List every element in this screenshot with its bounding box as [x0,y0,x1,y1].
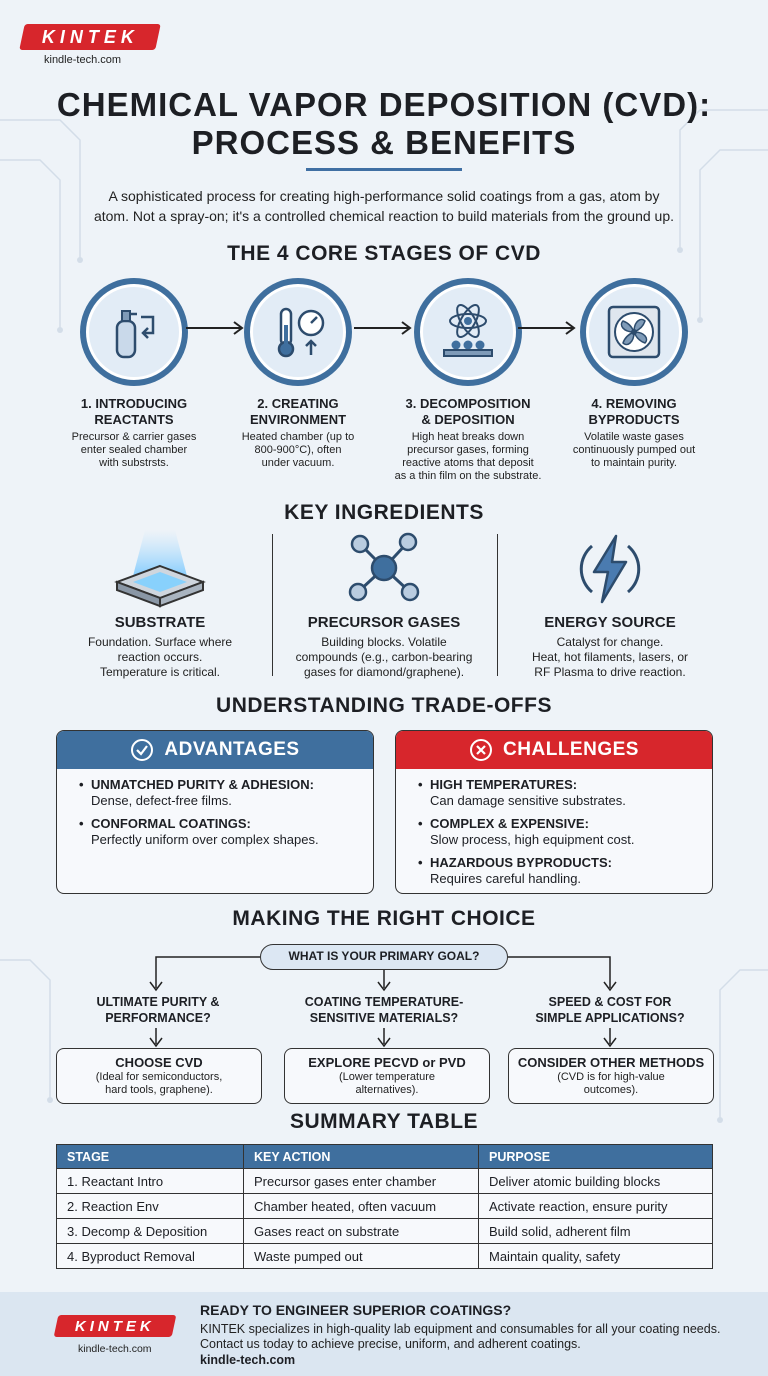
choice-question [500,994,720,1026]
footer-kintek-logo[interactable] [54,1315,177,1337]
stage-2-circle [244,278,352,386]
choice-answer [56,1048,262,1104]
kintek-logo[interactable] [19,24,161,50]
title-line-2: PROCESS & BENEFITS [191,124,577,161]
ingredient-substrate [50,530,270,680]
stage-1-title [54,396,214,428]
stage-3-desc-line: reactive atoms that deposit [402,457,534,469]
choice-heading: MAKING THE RIGHT CHOICE [232,907,536,930]
stage-1-desc-line: with substrsts. [99,457,169,469]
table-cell: Build solid, adherent film [479,1219,713,1244]
advantage-desc: Dense, defect-free films. [91,793,232,808]
ingredient-desc-line: Catalyst for change. [556,635,664,649]
lightning-icon [570,530,650,608]
table-header-row [57,1145,713,1169]
stage-2 [218,278,378,470]
answer-desc-line: outcomes). [583,1084,639,1096]
check-circle-icon [130,738,154,762]
stage-1-circle [80,278,188,386]
stage-4-title-line-2: BYPRODUCTS [588,412,680,427]
intro-text [40,186,728,226]
challenge-title: • HIGH TEMPERATURES: [430,777,578,792]
ingredient-divider [497,534,498,676]
logo-text: KINTEK [41,26,139,47]
table-cell: 4. Byproduct Removal [57,1244,244,1269]
stages-heading: THE 4 CORE STAGES OF CVD [227,242,541,265]
stage-3 [388,278,548,483]
answer-title: EXPLORE PECVD or PVD [308,1055,466,1070]
advantages-header [57,731,373,769]
stage-1-desc-line: enter sealed chamber [80,444,188,456]
title-underline [306,168,462,171]
stage-4-title-line-1: 4. REMOVING [591,396,677,411]
arrow-right-icon [186,320,246,336]
answer-desc-line: hard tools, graphene). [105,1084,213,1096]
intro-line-2: atom. Not a spray-on; it's a controlled chemical reaction to build materials from the ground up. [93,208,675,224]
footer-banner [0,1292,768,1376]
footer-heading: READY TO ENGINEER SUPERIOR COATINGS? [200,1302,512,1318]
choice-answer [284,1048,490,1104]
stage-4-description [554,431,714,470]
advantages-title: ADVANTAGES [164,739,300,760]
table-cell: Chamber heated, often vacuum [244,1194,479,1219]
stage-3-title [388,396,548,428]
stage-4-desc-line: to maintain purity. [590,457,677,469]
tradeoffs-heading: UNDERSTANDING TRADE-OFFS [216,694,552,717]
question-line: SPEED & COST FOR [548,995,672,1009]
primary-goal-pill: WHAT IS YOUR PRIMARY GOAL? [260,944,508,970]
challenges-title: CHALLENGES [503,739,639,760]
arrow-right-icon [354,320,414,336]
stage-3-title-line-2: & DEPOSITION [421,412,515,427]
challenges-list [396,769,712,887]
table-cell: Waste pumped out [244,1244,479,1269]
title-line-1: CHEMICAL VAPOR DEPOSITION (CVD): [56,86,712,123]
stage-2-title-line-2: ENVIRONMENT [249,412,347,427]
stage-3-desc-line: as a thin film on the substrate. [394,470,542,482]
stage-3-circle [414,278,522,386]
table-row [57,1169,713,1194]
stage-1 [54,278,214,470]
thermometer-gauge-icon [267,301,329,363]
footer-logo-text: KINTEK [75,1317,155,1335]
advantage-desc: Perfectly uniform over complex shapes. [91,832,319,847]
answer-desc-line: (Ideal for semiconductors, [95,1071,223,1083]
list-item [79,777,357,809]
answer-desc-line: alternatives). [355,1084,419,1096]
choice-question [274,994,494,1026]
stage-3-desc-line: precursor gases, forming [407,444,529,456]
page-title [0,86,768,162]
ingredient-desc-line: gases for diamond/graphene). [303,665,465,679]
stage-3-desc-line: High heat breaks down [411,431,525,443]
list-item [418,816,696,848]
advantage-title: • UNMATCHED PURITY & ADHESION: [91,777,314,792]
footer-brand-url[interactable]: kindle-tech.com [78,1343,152,1355]
answer-desc-line: (CVD is for high-value [557,1071,665,1083]
table-row [57,1219,713,1244]
list-item [418,855,696,887]
challenge-desc: Can damage sensitive substrates. [430,793,626,808]
gas-cylinder-icon [103,301,165,363]
table-row [57,1194,713,1219]
intro-line-1: A sophisticated process for creating high-performance solid coatings from a gas, atom by [108,188,660,204]
stage-4-circle [580,278,688,386]
stage-2-description [218,431,378,470]
stage-4 [554,278,714,470]
ingredient-description [274,635,494,680]
ingredient-desc-line: compounds (e.g., carbon-bearing [295,650,473,664]
ingredient-description [50,635,270,680]
stage-3-title-line-1: 3. DECOMPOSITION [405,396,531,411]
stage-1-title-line-2: REACTANTS [94,412,174,427]
stage-2-desc-line: under vacuum. [261,457,335,469]
advantage-title: • CONFORMAL COATINGS: [91,816,251,831]
summary-table [56,1144,713,1269]
stage-2-desc-line: 800-900°C), often [254,444,342,456]
question-line: SENSITIVE MATERIALS? [309,1011,459,1025]
ingredient-desc-line: Foundation. Surface where [87,635,233,649]
arrow-right-icon [518,320,578,336]
column-header: PURPOSE [479,1145,713,1169]
list-item [418,777,696,809]
table-cell: Precursor gases enter chamber [244,1169,479,1194]
ingredient-desc-line: Temperature is critical. [99,665,221,679]
stage-1-description [54,431,214,470]
stage-1-desc-line: Precursor & carrier gases [71,431,197,443]
stage-2-desc-line: Heated chamber (up to [241,431,355,443]
table-cell: Maintain quality, safety [479,1244,713,1269]
advantages-box [56,730,374,894]
column-header: STAGE [57,1145,244,1169]
ingredient-divider [272,534,273,676]
x-circle-icon [469,738,493,762]
answer-title: CHOOSE CVD [115,1055,203,1070]
footer-link[interactable]: kindle-tech.com [200,1353,296,1367]
stage-4-title [554,396,714,428]
table-row [57,1244,713,1269]
table-cell: 1. Reactant Intro [57,1169,244,1194]
question-line: SIMPLE APPLICATIONS? [535,1011,685,1025]
table-cell: Gases react on substrate [244,1219,479,1244]
substrate-icon [105,530,215,608]
brand-url[interactable]: kindle-tech.com [44,54,122,66]
column-header: KEY ACTION [244,1145,479,1169]
advantages-list [57,769,373,848]
ingredient-desc-line: Building blocks. Volatile [321,635,447,649]
question-line: ULTIMATE PURITY & [96,995,220,1009]
challenge-desc: Slow process, high equipment cost. [430,832,635,847]
question-line: COATING TEMPERATURE- [304,995,464,1009]
question-line: PERFORMANCE? [105,1011,211,1025]
challenge-title: • COMPLEX & EXPENSIVE: [430,816,589,831]
ingredient-energy-source [500,530,720,680]
challenges-box [395,730,713,894]
challenges-header [396,731,712,769]
atom-deposition-icon [436,301,500,363]
list-item [79,816,357,848]
ingredient-title: SUBSTRATE [114,614,206,631]
table-cell: 2. Reaction Env [57,1194,244,1219]
exhaust-fan-icon [603,301,665,363]
stage-2-title-line-1: 2. CREATING [257,396,339,411]
choice-answer [508,1048,714,1104]
ingredient-desc-line: Heat, hot filaments, lasers, or [531,650,689,664]
molecule-icon [344,530,424,608]
ingredient-description [500,635,720,680]
ingredient-desc-line: RF Plasma to drive reaction. [534,665,686,679]
ingredient-desc-line: reaction occurs. [117,650,203,664]
ingredient-title: ENERGY SOURCE [544,614,676,631]
table-heading: SUMMARY TABLE [289,1110,479,1133]
table-cell: Activate reaction, ensure purity [479,1194,713,1219]
stage-3-description [388,431,548,483]
stage-4-desc-line: continuously pumped out [572,444,696,456]
stage-4-desc-line: Volatile waste gases [584,431,684,443]
challenge-desc: Requires careful handling. [430,871,582,886]
choice-question [48,994,268,1026]
footer-body: KINTEK specializes in high-quality lab equipment and consumables for all your coating needs. Contact us today to achieve precise, uniform, and adherent coatings. [200,1322,721,1351]
ingredient-precursor-gases [274,530,494,680]
stage-2-title [218,396,378,428]
challenge-title: • HAZARDOUS BYPRODUCTS: [430,855,612,870]
answer-title: CONSIDER OTHER METHODS [517,1055,705,1070]
stage-1-title-line-1: 1. INTRODUCING [80,396,188,411]
table-cell: 3. Decomp & Deposition [57,1219,244,1244]
table-cell: Deliver atomic building blocks [479,1169,713,1194]
ingredient-title: PRECURSOR GASES [307,614,461,631]
answer-desc-line: (Lower temperature [339,1071,435,1083]
ingredients-heading: KEY INGREDIENTS [284,501,484,524]
